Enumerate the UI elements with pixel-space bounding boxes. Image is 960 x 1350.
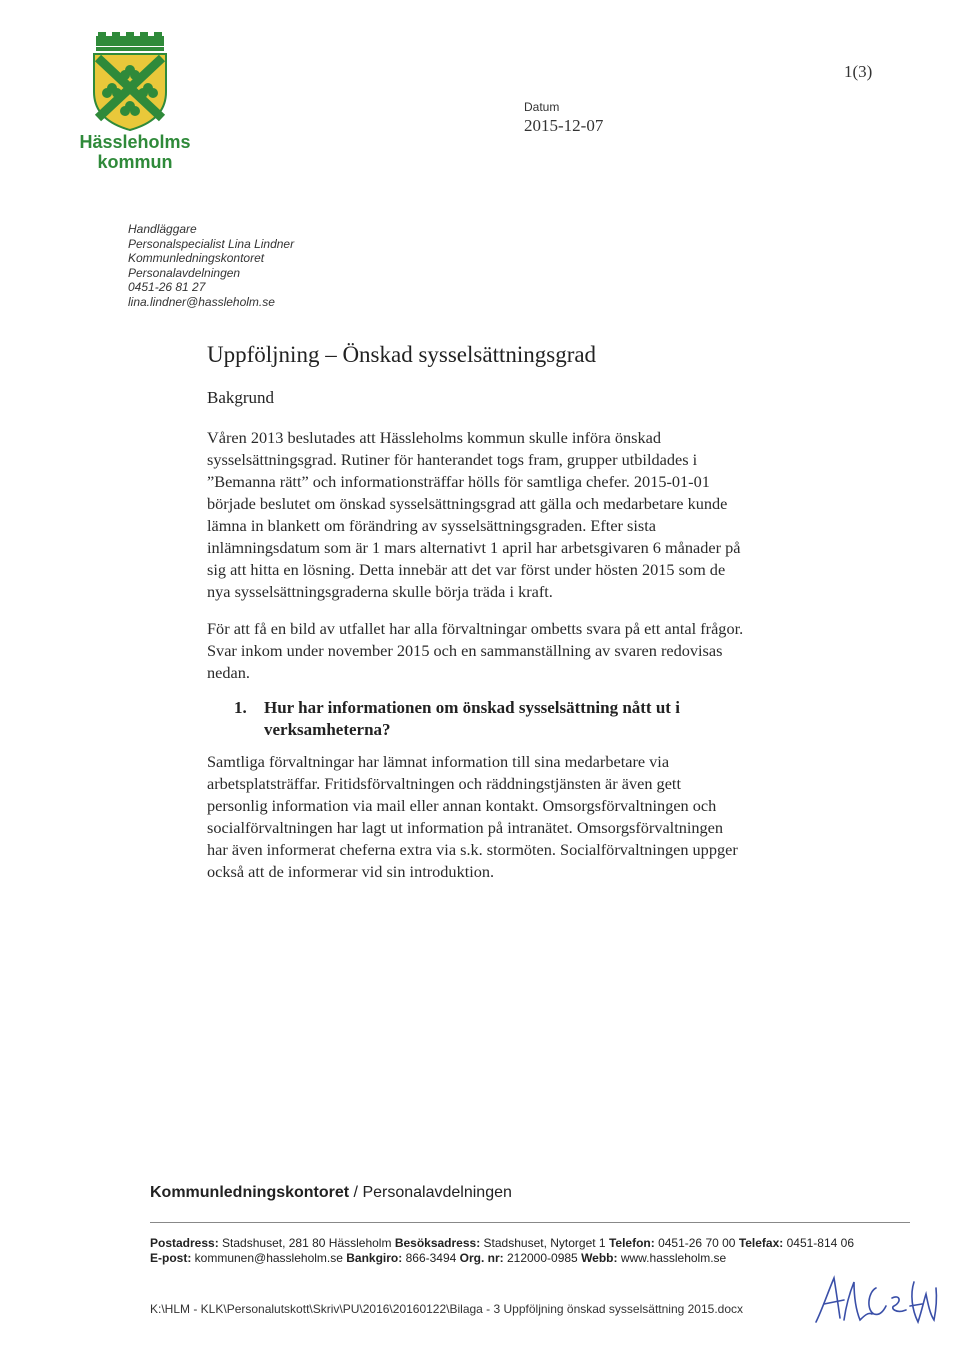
text-line: socialförvaltningen har lagt ut information på intranätet. Omsorgsförvaltningen [207, 818, 724, 837]
bankgiro-value: 866-3494 [402, 1251, 460, 1265]
paragraph-background [207, 427, 817, 603]
text-line: personlig information via mail eller annan kontakt. Omsorgsförvaltningen och [207, 796, 717, 815]
text-line: sysselsättningsgrad. Rutiner för hanterandet togs fram, grupper utbildades i [207, 450, 698, 469]
case-handler-block [128, 222, 294, 310]
question-number: 1. [234, 698, 247, 717]
footer-unit: / Personalavdelningen [349, 1184, 512, 1201]
telefon-value: 0451-26 70 00 [654, 1236, 739, 1250]
text-line: nedan. [207, 663, 250, 682]
postadress-value: Stadshuset, 281 80 Hässleholm [218, 1236, 395, 1250]
epost-value: kommunen@hassleholm.se [191, 1251, 347, 1265]
paragraph-answer [207, 751, 817, 883]
text-line: sig att hitta en lösning. Detta innebär att det var först under hösten 2015 som de [207, 560, 726, 579]
postadress-label: Postadress: [150, 1236, 219, 1250]
handler-line: Handläggare [128, 222, 197, 236]
document-title: Uppföljning – Önskad sysselsättningsgrad [207, 342, 597, 367]
webb-label: Webb: [581, 1251, 618, 1265]
text-line: Svar inkom under november 2015 och en sammanställning av svaren redovisas [207, 641, 723, 660]
telefon-label: Telefon: [608, 1236, 655, 1250]
file-path: K:\HLM - KLK\Personalutskott\Skriv\PU\2016\20160122\Bilaga - 3 Uppföljning önskad sysselsättning 2015.docx [150, 1302, 744, 1316]
text-line: lämna in blankett om förändring av sysselsättningsgraden. Efter sista [207, 516, 656, 535]
footer-heading [150, 1184, 512, 1202]
text-line: nya sysselsättningsgraderna skulle börja träda i kraft. [207, 582, 553, 601]
text-line: För att få en bild av utfallet har alla förvaltningar ombetts svara på ett antal frågor. [207, 619, 744, 638]
text-line: ”Bemanna rätt” och informationsträffar hölls för samtliga chefer. 2015-01-01 [207, 472, 710, 491]
epost-label: E-post: [150, 1251, 192, 1265]
orgnr-value: 212000-0985 [503, 1251, 582, 1265]
telefax-label: Telefax: [738, 1236, 784, 1250]
footer-department: Kommunledningskontoret [150, 1184, 350, 1201]
handler-line: Personalspecialist Lina Lindner [128, 236, 295, 251]
handler-email: lina.lindner@hassleholm.se [128, 294, 275, 309]
webb-value: www.hassleholm.se [617, 1251, 727, 1265]
page-number: 1(3) [844, 62, 873, 81]
date-value: 2015-12-07 [524, 116, 604, 135]
footer-divider [150, 1222, 910, 1223]
footer-contact-line-2 [150, 1251, 726, 1265]
text-line: har även informerat cheferna extra via s.k. stormöten. Socialförvaltningen uppger [207, 840, 738, 859]
besoksadress-value: Stadshuset, Nytorget 1 [480, 1236, 609, 1250]
question-text-line-1: Hur har informationen om önskad sysselsättning nått ut i [264, 698, 680, 717]
org-name-line-2: kommun [97, 152, 173, 172]
coat-of-arms-logo [88, 32, 172, 132]
section-heading-background: Bakgrund [207, 388, 275, 407]
handler-line: 0451-26 81 27 [128, 280, 206, 295]
org-name-line-1: Hässleholms [79, 132, 191, 152]
text-line: arbetsplatsträffar. Fritidsförvaltningen och räddningstjänsten är även gett [207, 774, 681, 793]
text-line: också att de informerar vid sin introduktion. [207, 862, 495, 881]
text-line: Våren 2013 beslutades att Hässleholms kommun skulle införa önskad [207, 428, 661, 447]
organization-name [60, 132, 210, 172]
text-line: började beslutet om önskad sysselsättningsgrad att gälla och medarbetare kunde [207, 494, 728, 513]
question-text-line-2: verksamheterna? [264, 720, 391, 739]
question-heading [234, 697, 680, 741]
orgnr-label: Org. nr: [459, 1251, 504, 1265]
text-line: Samtliga förvaltningar har lämnat information till sina medarbetare via [207, 752, 670, 771]
handler-line: Personalavdelningen [128, 265, 241, 280]
telefax-value: 0451-814 06 [783, 1236, 855, 1250]
text-line: inlämningsdatum som är 1 mars alternativt 1 april har arbetsgivaren 6 månader på [207, 538, 741, 557]
handwritten-initials-icon [810, 1270, 940, 1330]
paragraph-survey [207, 618, 817, 684]
bankgiro-label: Bankgiro: [346, 1251, 403, 1265]
date-label: Datum [524, 100, 560, 114]
handler-line: Kommunledningskontoret [128, 251, 265, 266]
footer-contact-line-1 [150, 1236, 854, 1250]
besoksadress-label: Besöksadress: [394, 1236, 481, 1250]
